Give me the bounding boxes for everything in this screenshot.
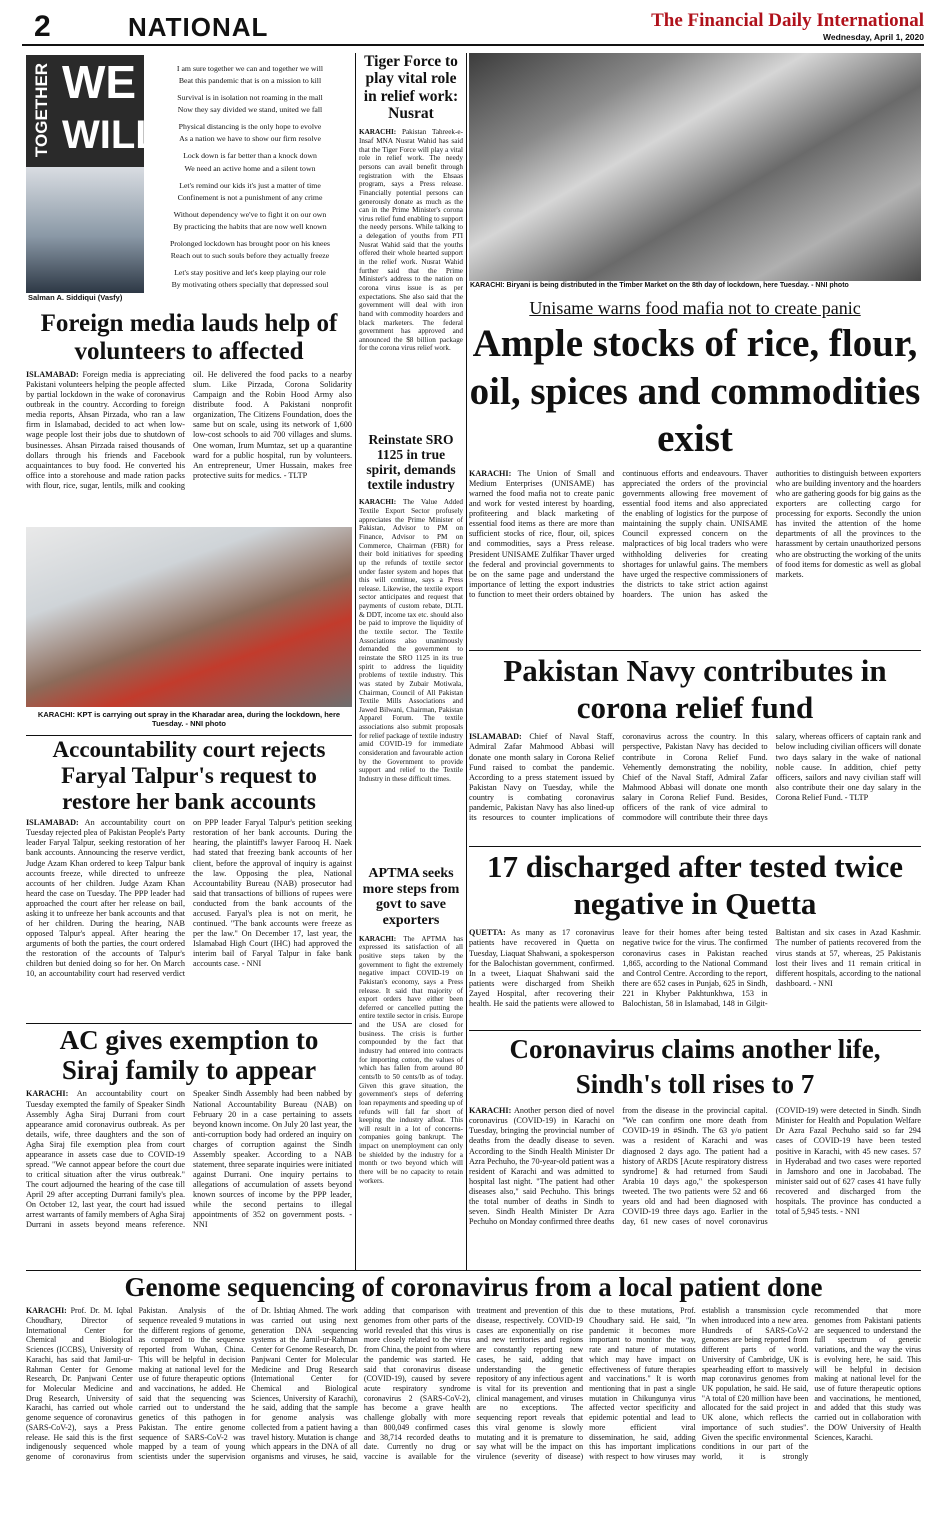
reinstate-article [359,432,463,862]
rule-genome-top [26,1270,921,1271]
genome-body: KARACHI: Prof. Dr. M. Iqbal Choudhary, Director of International Center for Chemical and Biological Sciences (ICCBS), University of Karachi, has said that Jamil-ur-Rahman Center for Genome Research, Dr. Panjwani Center for Molecular Medicine and Drug Research, University of Karachi, has carried out whole genome sequence of coronavirus (SARS-CoV-2), says a Press release. He said this is the first indigenously sequenced whole genome of coronavirus from Pakistan. Analysis of the sequence revealed 9 mutations in the different regions of genome, as compared to the sequence reported from Wuhan, China. This will be helpful in decision making at national level for the use of future therapeutic options and vaccinations, he added. He said that the sequencing was carried out to understand the genetics of this pathogen in Pakistan. The entire genome sequence of SARS-CoV-2 was mapped by a team of young scientists under the supervision of Dr. Ishtiaq Ahmed. The work was carried out using next generation DNA sequencing systems at the Jamil-ur-Rahman Center for Genome Research, Dr. Panjwani Center for Molecular Medicine and Drug Research (International Center for Chemical and Biological Sciences, University of Karachi), he said, adding that the sample for genome analysis was collected from a patient having a travel history. Mutation is change which appears in the DNA of all organisms and viruses, he said, adding that comparison with genomes from other parts of the world revealed that this virus is more closely related to the virus from China, the point from where the pandemic was started. He said that coronavirus disease (COVID-19), caused by severe acute respiratory syndrome coronavirus 2 (SARS-CoV-2), has become a grave health challenge globally with more than 800,049 confirmed cases and 38,714 recorded deaths to date. Currently no drug or vaccine is available for the treatment and prevention of this disease, respectively. COVID-19 cases are exponentially on rise and new territories and regions are constantly reporting new cases, he said, adding that understanding the genetic repository of any infectious agent is vital for its prevention and clinical management, and viruses are no exceptions. The sequencing report reveals that this viral genome is slowly mutating and it is premature to say what will be the impact on virulence (severity of disease) due to these mutations, Prof. Choudhary said. He said, "In pandemic it becomes more important to monitor the way, rate and nature of mutations which may have impact on effectiveness of future therapies and vaccinations." It is worth mentioning that in past a single mutation in Chikungunya virus affected vector specificity and epidemic potential and lead to more efficient viral dissemination, he said, adding this has important implications with respect to how viruses may establish a transmission cycle when introduced into a new area. Hundreds of SARS-CoV-2 genomes are being reported from different parts of world. University of Cambridge, UK is spearheading effort to massively map coronavirus genomes from UK population, he said. He said, "A total of £20 million have been allocated for the said project in UK alone, which reflects the importance of such studies". Given the specific environmental conditions in our part of the world, it is strongly recommended that more genomes from Pakistani patients are sequenced to understand the full spectrum of genetic variations, and the way the virus is evolving here, he said. This will be helpful in decision making at national level for the use of future therapeutic options and vaccinations, he mentioned, and added that this study was carried out in collaboration with the DOW University of Health Sciences, Karachi. [26,1306,921,1462]
poem: I am sure together we can and together we will Beat this pandemic that is on a mission to kill Survival is in isolation not roaming in the mall Now they say divided we stand, united we fall Physical distancing is the only hope to evolve As a nation we have to show our firm resolve Lock down is far better than a knock down We need an active home and a silent town Let's remind our kids it's just a matter of time Confinement is not a punishment of any crime Without dependency we've to fight it on our own By practicing the habits that are now well known Prolonged lockdown has brought poor on his knees Reach out to such souls before they actually freeze Let's stay positive and let's keep playing our role By motivating others specially that depressed soul [169,64,331,290]
ac-exemption-headline: AC gives exemption to Siraj family to appear [59,1025,319,1086]
foreign-media-body: ISLAMABAD: Foreign media is appreciating Pakistani volunteers helping the people affected by partial lockdown in the wake of coronavirus outbreak in the country. According to foreign media reports, Ahsan Pirzada, who ran a law firm in Islamabad, decided to act when low-wage people lost their jobs due to shutdown of businesses. Ahsan Pirzada raised thousands of dollars through his friends and Facebook acquaintances to buy food. He converted his office into a storehouse and made ration packs with flour, rice, sugar, lentils, milk and cooking oil. He delivered the food packs to a nearby slum. Like Pirzada, Corona Solidarity Campaign and the Robin Hood Army also distribute food. A Pakistani nonprofit organization, The Citizens Foundation, does the same but on scale, using its network of 1,600 low-cost schools to aid 700 villages and slums. One woman, Irum Mumtaz, set up a quarantine ward for a public hospital, run by volunteers. An entrepreneur, Umer Hussain, makes free protective suits for medics. - TLTP [26,370,352,490]
biryani-distribution-photo [469,53,921,281]
accountability-article [26,737,352,1021]
column-rule-left [355,53,356,1270]
foreign-media-article [26,310,352,520]
unisame-kicker: Unisame warns food mafia not to create panic [529,298,861,318]
reinstate-headline: Reinstate SRO 1125 in true spirit, demands textile industry [366,432,456,493]
author-name: Salman A. Siddiqui (Vasfy) [28,293,123,302]
aptma-body: KARACHI: The APTMA has expressed its satisfaction of all positive steps taken by the government to fight the extremely negative impact COVID-19 on Pakistan's economy, says a Press release. It said that majority of export orders have either been deferred or cancelled putting the entire textile sector in crisis. Europe and the USA are closed for business. The crisis is further compounded by the fact that industry had entered into contracts for importing cotton, the values of which has fallen from around 80 cents/lb to 50 cents/lb as of today. Given this grave situation, the government's steps of deferring loan repayments and speeding up of refunds will fall far short of keeping the industry afloat. This will result in a lot of concerns-companies going bankrupt. The impact on unemployment can only be shielded by the industry for a month or two beyond which will there will be no capacity to retain workers. [359,934,464,1185]
page-number: 2 [34,10,51,43]
aptma-article [359,866,463,1270]
we-will-box [26,55,352,305]
kpt-photo-caption: KARACHI: KPT is carrying out spray in the Kharadar area, during the lockdown, here Tuesday. - NNI photo [37,710,341,728]
will-word: WILL [62,113,160,157]
rule-sindh-top [469,1030,921,1031]
rule-quetta-top [469,846,921,847]
sindh-toll-article [469,1032,921,1270]
rule-navy-top [469,650,921,651]
unisame-article [469,298,921,648]
rule-accountability-top [26,735,352,736]
unisame-body: KARACHI: The Union of Small and Medium Enterprises (UNISAME) has warned the food mafia not to create panic and work for vested interest by hoarding, profiteering and black marketing of essential food items as there are more than sufficient stocks of rice, flour, oil, spices and commodities, says a Press release. President UNISAME Zulfikar Thaver urged the federal and provincial governments to be on the same page and understand the importance of letting the export industries to function to meet their orders obtained by continuous efforts and endeavours. Thaver appreciated the orders of the provincial governments allowing free movement of essential food items and also appreciated the enabling of logistics for the purpose of maintaining the supply chain. UNISAME Council expressed concern on the malpractices of big local traders who were withholding deliveries for creating shortages for unlawful gains. The members have urged the respective commissioners of the districts to take strict action against hoarders. The union has asked the authorities to distinguish between exporters who are building inventory and the hoarders who are gathering goods for big gains as the exporters are collecting cargo for processing for exports. Secondly the union has invited the attention of the home departments of all the provinces to the harassment by certain unauthorized persons who are obstructing the working of the units of food items for domestic as well as global markets. [469,468,921,599]
quetta-headline: 17 discharged after tested twice negative in Quetta [486,849,904,922]
aptma-headline: APTMA seeks more steps from govt to save exporters [362,866,460,929]
kpt-spray-photo [26,527,352,707]
quetta-body: QUETTA: As many as 17 coronavirus patients have recovered in Quetta on Tuesday, Liaquat Shahwani, a spokesperson for the Balochistan government, confirmed. In a tweet, Liaquat Shahwani said the patients were discharged from Sheikh Zayed Hospital, after recovering their health. He said the patients were allowed to leave for their homes after being tested negative twice for the virus. The confirmed coronavirus cases in Pakistan reached 1,865, according to the National Command and Control Centre. According to the report, there are 652 cases in Punjab, 625 in Sindh, 221 in Khyber Pakhtunkhwa, 153 in Balochistan, 58 in Islamabad, 148 in Gilgit-Baltistan and six cases in Azad Kashmir. The number of patients recovered from the virus stands at 57, whereas, 25 Pakistanis lost their lives and 11 remain critical in different hospitals, according to the national dashboard. - NNI [469,928,921,1008]
sindh-toll-body: KARACHI: Another person died of novel coronavirus (COVID-19) in Karachi on Tuesday, bringing the provincial number of deaths from the deadly disease to seven. According to the Sindh Health Minister Dr Azra Pechuho, the 70-year-old patient was a resident of Karachi and was admitted to hospital last night. "The patient had other diseases also," said Pechuho. This brings the total number of deaths in Sindh to seven. Sindh Health Minister Dr Azra Pechuho on Monday confirmed three deaths from the disease in the provincial capital. "We can confirm one more death from COVID-19 in #Sindh. The 63 y/o patient was a resident of Karachi and was diagnosed 2 days ago. The patient had a history of ARDS [Acute respiratory distress syndrome] & had returned from Saudi Arabia 10 days ago," the spokesperson tweeted. The two patients were 52 and 66 years old and had been diagnosed with COVID-19 three days ago. Earlier in the day, 61 new cases of novel coronavirus (COVID-19) were detected in Sindh. Sindh Minister for Health and Population Welfare Dr Azra Fazal Pechuho said so far 294 cases of COVID-19 have been tested positive in Karachi, with 45 new cases. 57 in Hyderabad and two cases were reported in Jamshoro and one in Jacobabad. The minister said out of 627 cases 41 have fully recovered and discharged from the hospitals. The province has conducted a total of 5,945 tests. - NNI [469,1106,921,1227]
accountability-body: ISLAMABAD: An accountability court on Tuesday rejected plea of Pakistan People's Party leader Faryal Talpur, seeking restoration of her bank accounts. Announcing the reserve verdict, Judge Azam Khan ordered to keep Talpur bank accounts freeze, while directed to unfreeze accounts of her children. Judge Azam Khan heard the case on Tuesday. The PPP leader had approached the court after her release on bail, asking it to unfreeze her bank accounts and that of her children. During the hearing, NAB opposed Talpur's appeal. After hearing the arguments of both the parties, the court ordered the restoration of the accounts of Talpur's children but denied doing so for her. On March 10, an accountability court had reserved verdict on PPP leader Faryal Talpur's petition seeking restoration of her bank accounts. During the hearing, the plaintiff's lawyer Farooq H. Naek had stated that freezing bank accounts of her client, before the approval of inquiry is against the law. Opposing the plea, National Accountability Bureau (NAB) prosecutor had said that transactions of billions of rupees were conducted from the bank accounts of the accused. Faryal's plea is not on merit, he continued. "The bank accounts were freeze as per the law." On December 17, last year, the Islamabad High Court (IHC) had approved the interim bail of Faryal Talpur in fake bank accounts case. - NNI [26,818,352,979]
navy-body: ISLAMABAD: Chief of Naval Staff, Admiral Zafar Mahmood Abbasi will donate one month salary in Corona Relief Fund raised to combat the pandemic. According to a press statement issued by Pakistan Navy on Tuesday, while the country is combating coronavirus pandemic, Pakistan Navy has also lined-up its resources to counter implications of coronavirus across the country. In this perspective, Pakistan Navy has decided to contribute in Corona Relief Fund. Vehemently demonstrating the nobility, Chief of the Naval Staff, Admiral Zafar Mahmood Abbasi will donate one month salary in Corona Relief Fund. Besides, officers of the rank of vice admiral to commodore will contribute their three days salary, whereas officers of captain rank and below including civilian officers will donate two days salary in the wake of national noble cause. In addition, chief petty officers, sailors and navy civilian staff will also contribute their one day salary in the Corona Relief Fund. - TLTP [469,732,921,822]
masthead [22,8,924,46]
accountability-headline: Accountability court rejects Faryal Talpur's request to restore her bank accounts [52,737,326,814]
column-rule-right [466,53,467,1270]
we-will-logo [26,55,160,167]
sindh-toll-headline: Coronavirus claims another life, Sindh's toll rises to 7 [509,1034,881,1100]
genome-article [26,1272,921,1517]
issue-date: Wednesday, April 1, 2020 [823,32,924,42]
quetta-article [469,848,921,1028]
together-side-word: TOGETHER [32,62,51,158]
navy-headline: Pakistan Navy contributes in corona relief fund [503,653,887,726]
navy-article [469,652,921,846]
tiger-force-headline: Tiger Force to play vital role in relief work: Nusrat [363,53,459,123]
biryani-photo-caption: KARACHI: Biryani is being distributed in the Timber Market on the 8th day of lockdown, here Tuesday. - NNI photo [470,282,849,289]
foreign-media-headline: Foreign media lauds help of volunteers to affected [40,310,338,365]
unisame-headline: Ample stocks of rice, flour, oil, spices and commodities exist [469,322,921,461]
paper-name: The Financial Daily International [651,10,924,31]
tiger-force-article [359,53,463,425]
rule-ac-top [26,1023,352,1024]
reinstate-body: KARACHI: The Value Added Textile Export Sector profusely appreciates the Prime Minister of Pakistan, Advisor to PM on Finance, Advisor to PM on Commerce, Chairman (FBR) for their bold initiatives for speeding up the refunds of textile sector under faster system and hopes that this will continue, says a Press release. Likewise, the textile export sector anticipates and request that payments of custom rebate, DLTL & DDT, income tax etc. should also be paid to improve the liquidity of the textile sector. The Textile Associations also unanimously demanded the government to reinstate the SRO 1125 in its true spirit to address the liquidity problems of textile industry. This was stated by Zubair Motiwala, Chairman, Council of All Pakistan Textile Mills Associations and Jawed Bilwani, Chairman, Pakistan Apparel Forum. The textile associations also submit proposals for relief package of textile industry amid COVID-19 for immediate consideration and favourable action by the Government to provide support and relief to the Textile Industry in these difficult times. [359,498,463,783]
ac-exemption-body: KARACHI: An accountability court on Tuesday exempted the family of Speaker Sindh Assembly Agha Siraj Durrani from court appearance amid coronavirus outbreak. As per details, wife, three daughters and the son of Agha Siraj file exemption plea from court appearance in assets case due to COVID-19 spread. "We cannot appear before the court due to critical situation after the virus outbreak." The court adjourned the hearing of the case till April 29 after accepting Durrani family's plea. On October 12, last year, the court had issued arrest warrants of family members of Agha Siraj Durrani in assets beyond means reference. Speaker Sindh Assembly had been nabbed by National Accountability Bureau (NAB) on February 20 in a case pertaining to assets beyond known income. On July 20 last year, the anti-corruption body had ordered an inquiry on charges of corruption against the Sindh Assembly speaker. According to a NAB statement, three separate inquiries were initiated against Durrani. One inquiry pertains to allegations of accumulation of assets beyond known sources of income by the PPP leader, while the second pertains to illegal appointments of 352 on government posts. - NNI [26,1089,352,1230]
genome-headline: Genome sequencing of coronavirus from a local patient done [124,1272,823,1302]
ac-exemption-article [26,1025,352,1269]
section-title: NATIONAL [128,12,269,42]
we-word: WE [62,56,137,108]
author-photo [26,167,144,293]
tiger-force-body: KARACHI: Pakistan Tahreek-e-Insaf MNA Nusrat Wahid has said that the Tiger Force will play a vital role in relief work. The needy persons can avail benefit through registration with the Ehsaas program, says a Press release. Financially potential persons can generously donate as much as the can in the Prime Minister's corona virus relief fund enabling to support the needy persons. While talking to a delegation of youths from PTI Nusrat Wahid said that the youths offered their whole hearted support in the relief work. Nusrat Wahid further said that the Prime Minister's address to the nation on corona virus issue is as per expectations. She also said that the government will deal with iron hand with commodity hoarders and black marketers. The federal government has approved and announced the $8 billion package for the corona virus relief work. [359,128,464,353]
